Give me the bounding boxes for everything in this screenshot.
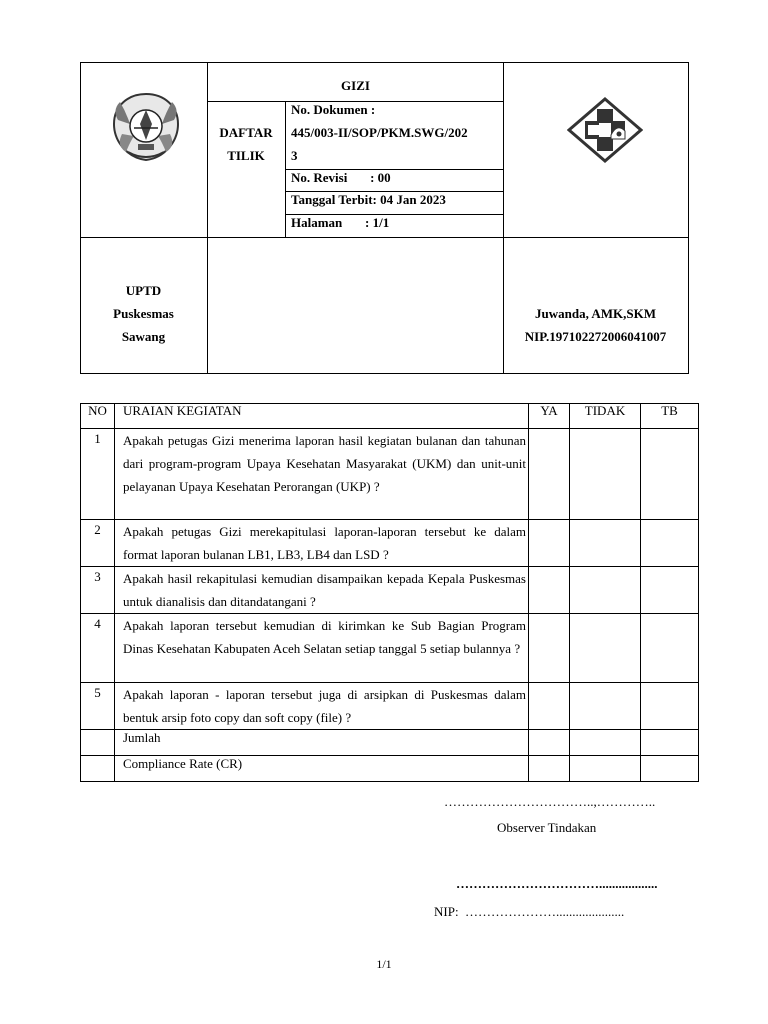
header-tidak: TIDAK: [570, 404, 641, 429]
compliance-tidak[interactable]: [570, 756, 641, 782]
table-row: [81, 683, 699, 730]
signature-date-line: ……………………………..,…………..: [444, 794, 656, 809]
cell-tb[interactable]: [641, 520, 699, 567]
doc-type-line1: DAFTAR: [219, 125, 273, 140]
cell-tb[interactable]: [641, 429, 699, 520]
total-tb[interactable]: [641, 730, 699, 756]
cell-ya[interactable]: [529, 429, 570, 520]
cell-tidak[interactable]: [570, 429, 641, 520]
row-number: 4: [81, 614, 115, 683]
observer-name-line: ……………………………..................: [456, 876, 658, 891]
row-number: 1: [81, 429, 115, 520]
row-description: Apakah laporan - laporan tersebut juga di arsipkan di Puskesmas dalam bentuk arsip foto copy dan soft copy (file) ?: [115, 683, 529, 730]
issue-date: Tanggal Terbit: 04 Jan 2023: [291, 192, 446, 207]
table-header-row: [81, 404, 699, 429]
table-row: [81, 614, 699, 683]
checklist-table: [80, 403, 699, 782]
org-line3: Sawang: [121, 329, 166, 344]
puskesmas-logo: [567, 97, 643, 163]
row-description: Apakah hasil rekapitulasi kemudian disampaikan kepada Kepala Puskesmas untuk dianalisis dan ditandatangani ?: [115, 567, 529, 614]
total-row: [81, 730, 699, 756]
cell-tb[interactable]: [641, 683, 699, 730]
total-tidak[interactable]: [570, 730, 641, 756]
row-description: Apakah petugas Gizi merekapitulasi laporan-laporan tersebut ke dalam format laporan bulanan LB1, LB3, LB4 dan LSD ?: [115, 520, 529, 567]
header-desc: URAIAN KEGIATAN: [115, 404, 529, 429]
row-description: Apakah laporan tersebut kemudian di kirimkan ke Sub Bagian Program Dinas Kesehatan Kabupaten Aceh Selatan setiap tanggal 5 setiap bulannya ?: [115, 614, 529, 683]
compliance-label: Compliance Rate (CR): [115, 756, 529, 782]
page-info: Halaman : 1/1: [291, 215, 390, 230]
row-number: 3: [81, 567, 115, 614]
signatory-nip: NIP.197102272006041007: [524, 329, 667, 344]
org-line1: UPTD: [125, 283, 162, 298]
header-ya: YA: [529, 404, 570, 429]
cell-tb[interactable]: [641, 614, 699, 683]
regional-seal-logo: [108, 90, 184, 164]
cell-tb[interactable]: [641, 567, 699, 614]
header-tb: TB: [641, 404, 699, 429]
compliance-ya[interactable]: [529, 756, 570, 782]
compliance-tb[interactable]: [641, 756, 699, 782]
cell-tidak[interactable]: [570, 683, 641, 730]
total-ya[interactable]: [529, 730, 570, 756]
cell-ya[interactable]: [529, 614, 570, 683]
signatory-name: Juwanda, AMK,SKM: [535, 306, 656, 321]
doc-type-line2: TILIK: [227, 148, 265, 163]
header-no: NO: [81, 404, 115, 429]
cell-ya[interactable]: [529, 683, 570, 730]
row-number: 2: [81, 520, 115, 567]
total-label: Jumlah: [115, 730, 529, 756]
doc-number-label: No. Dokumen :: [291, 102, 376, 117]
compliance-row: [81, 756, 699, 782]
cell-ya[interactable]: [529, 520, 570, 567]
doc-number-line2: 3: [291, 148, 298, 163]
total-no-cell: [81, 730, 115, 756]
table-row: [81, 429, 699, 520]
compliance-no-cell: [81, 756, 115, 782]
row-description: Apakah petugas Gizi menerima laporan hasil kegiatan bulanan dan tahunan dari program-program Upaya Kesehatan Masyarakat (UKM) dan unit-unit pelayanan Upaya Kesehatan Perorangan (UKP) ?: [115, 429, 529, 520]
cell-tidak[interactable]: [570, 520, 641, 567]
doc-number-line1: 445/003-II/SOP/PKM.SWG/202: [291, 125, 468, 140]
table-row: [81, 567, 699, 614]
cell-ya[interactable]: [529, 567, 570, 614]
table-row: [81, 520, 699, 567]
page-number: 1/1: [376, 957, 392, 971]
cell-tidak[interactable]: [570, 614, 641, 683]
org-line2: Puskesmas: [113, 306, 174, 321]
cell-tidak[interactable]: [570, 567, 641, 614]
revision-number: No. Revisi : 00: [291, 170, 391, 185]
observer-nip-line: NIP: ………………….....................: [434, 904, 625, 919]
doc-title: GIZI: [341, 78, 370, 93]
observer-role: Observer Tindakan: [497, 820, 597, 835]
row-number: 5: [81, 683, 115, 730]
